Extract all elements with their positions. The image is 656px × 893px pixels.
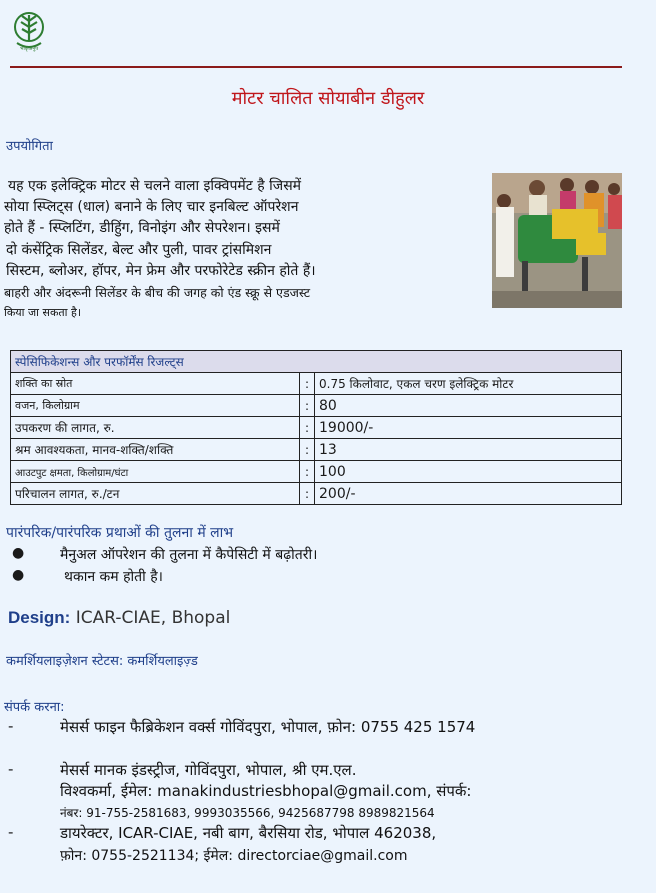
spec-separator: : — [300, 417, 315, 439]
contact-heading: संपर्क करना: — [4, 700, 65, 715]
icar-logo-icon — [11, 7, 47, 63]
bullet-icon: ● — [12, 567, 25, 583]
contact-dash: - — [8, 760, 14, 778]
spec-label: वजन, किलोग्राम — [11, 395, 300, 417]
spec-table — [10, 350, 622, 505]
spec-label: परिचालन लागत, रु./टन — [11, 483, 300, 505]
list-item: मैनुअल ऑपरेशन की तुलना में कैपेसिटी में बढ़ोतरी। — [60, 547, 318, 563]
page-title: मोटर चालित सोयाबीन डीहुलर — [231, 88, 425, 109]
table-row — [11, 461, 622, 483]
contact-item: डायरेक्टर, ICAR-CIAE, नबी बाग, बैरसिया रोड, भोपाल 462038, — [60, 824, 437, 842]
product-photo — [492, 173, 622, 308]
usage-heading: उपयोगिता — [6, 139, 53, 154]
spec-label: उपकरण की लागत, रु. — [11, 417, 300, 439]
contact-item: फ़ोन: 0755-2521134; ईमेल: directorciae@gmail.com — [60, 848, 408, 864]
spec-value: 19000/- — [315, 417, 622, 439]
spec-separator: : — [300, 461, 315, 483]
spec-value: 13 — [315, 439, 622, 461]
spec-table-header — [11, 351, 622, 373]
commercialization-status: कमर्शियलाइज़ेशन स्टेटस: कमर्शियलाइज़्ड — [6, 654, 198, 669]
usage-line: किया जा सकता है। — [4, 306, 82, 319]
contact-dash: - — [8, 823, 14, 841]
table-row — [11, 417, 622, 439]
spec-label: शक्ति का स्रोत — [11, 373, 300, 395]
spec-heading: स्पेसिफिकेशन्स और परफॉर्मेंस रिजल्ट्स — [11, 351, 622, 373]
usage-line: होते हैं - स्प्लिटिंग, डीहुिंग, विनोइंग और सेपरेशन। इसमें — [4, 220, 280, 236]
design-value: ICAR-CIAE, Bhopal — [75, 608, 231, 628]
spec-value: 200/- — [315, 483, 622, 505]
spec-separator: : — [300, 439, 315, 461]
table-row — [11, 373, 622, 395]
spec-separator: : — [300, 373, 315, 395]
spec-value: 100 — [315, 461, 622, 483]
contact-item: मेसर्स फाइन फैब्रिकेशन वर्क्स गोविंदपुरा, भोपाल, फ़ोन: 0755 425 1574 — [60, 718, 476, 736]
usage-line: दो कंसेंट्रिक सिलेंडर, बेल्ट और पुली, पावर ट्रांसमिशन — [6, 242, 272, 258]
spec-separator: : — [300, 483, 315, 505]
usage-line: सोया स्प्लिट्स (धाल) बनाने के लिए चार इनबिल्ट ऑपरेशन — [4, 199, 299, 215]
table-row — [11, 439, 622, 461]
usage-line: बाहरी और अंदरूनी सिलेंडर के बीच की जगह को एंड स्क्रू से एडजस्ट — [4, 285, 311, 300]
benefits-heading: पारंपरिक/पारंपरिक प्रथाओं की तुलना में लाभ — [6, 525, 234, 541]
contact-dash: - — [8, 717, 14, 735]
table-row — [11, 395, 622, 417]
header-rule — [10, 66, 622, 68]
logo-caption: भाकृअनुप — [19, 46, 39, 52]
list-item: थकान कम होती है। — [64, 569, 163, 585]
table-row — [11, 483, 622, 505]
design-label: Design: — [8, 608, 71, 627]
usage-line: सिस्टम, ब्लोअर, हॉपर, मेन फ्रेम और परफोरेटेड स्क्रीन होते हैं। — [6, 263, 316, 279]
design-credit — [8, 608, 230, 628]
spec-value: 0.75 किलोवाट, एकल चरण इलेक्ट्रिक मोटर — [315, 373, 622, 395]
contact-item: मेसर्स मानक इंडस्ट्रीज, गोविंदपुरा, भोपाल, श्री एम.एल. — [60, 761, 357, 779]
usage-line: यह एक इलेक्ट्रिक मोटर से चलने वाला इक्विपमेंट है जिसमें — [8, 178, 302, 194]
spec-label: श्रम आवश्यकता, मानव-शक्ति/शक्ति — [11, 439, 300, 461]
spec-separator: : — [300, 395, 315, 417]
bullet-icon: ● — [12, 545, 25, 561]
contact-item: विश्वकर्मा, ईमेल: manakindustriesbhopal@gmail.com, संपर्क: — [60, 782, 472, 800]
contact-item: नंबर: 91-755-2581683, 9993035566, 9425687798 8989821564 — [60, 806, 435, 820]
spec-value: 80 — [315, 395, 622, 417]
spec-label: आउटपुट क्षमता, किलोग्राम/घंटा — [11, 461, 300, 483]
